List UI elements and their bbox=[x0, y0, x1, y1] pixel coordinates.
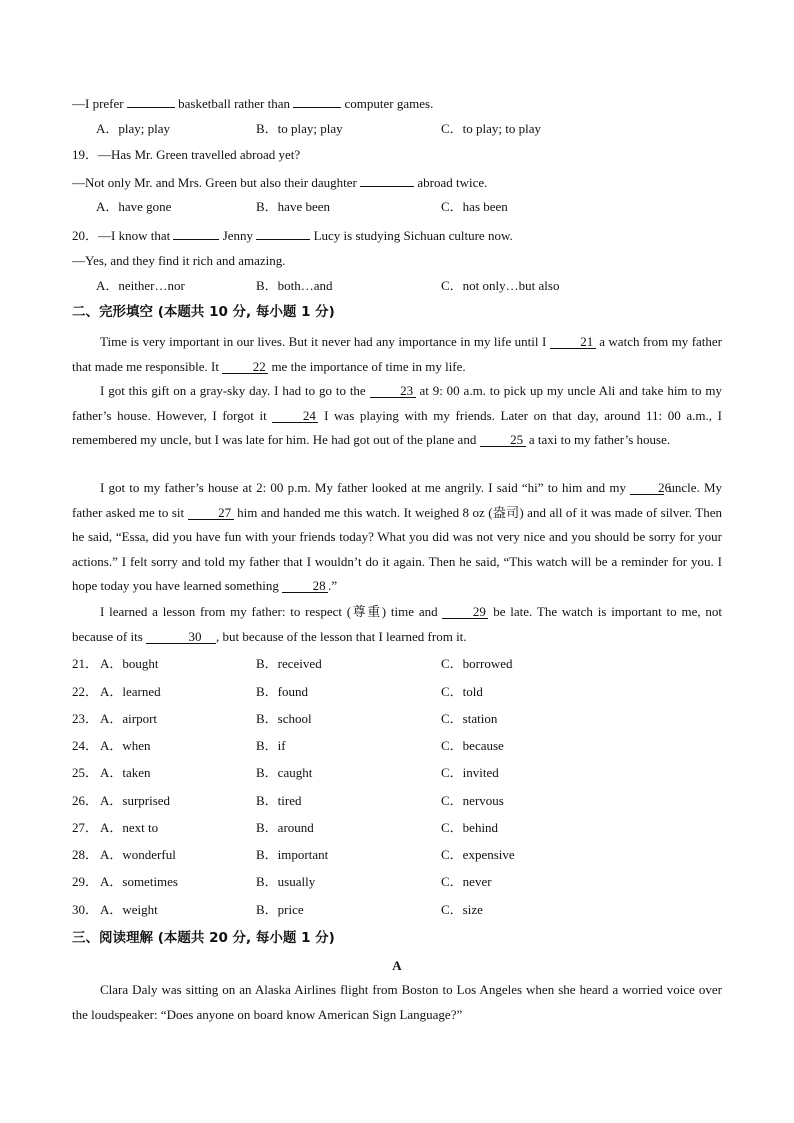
blank-28: 28 bbox=[282, 579, 328, 593]
option-a: A．sometimes bbox=[100, 874, 178, 889]
question-number: 24． bbox=[72, 738, 99, 753]
q20-blank-2 bbox=[256, 227, 310, 240]
p4-text-2: be late. The watch is important to me, not because of its bbox=[72, 604, 723, 644]
blank-27: 27 bbox=[188, 506, 234, 520]
option-a: A．surprised bbox=[100, 793, 171, 808]
option-b: B．around bbox=[256, 820, 314, 835]
passage-label: A bbox=[392, 958, 402, 973]
p4-text-3: , but because of the lesson that I learned from it. bbox=[216, 628, 467, 644]
p3-text-1: I got to my father’s house at 2: 00 p.m. My father looked at me angrily. I said “hi” to him and my bbox=[100, 480, 626, 495]
option-c: C．never bbox=[441, 874, 492, 889]
option-a: A．bought bbox=[100, 656, 159, 671]
blank-29: 29 bbox=[442, 605, 488, 619]
q19-line2 bbox=[72, 174, 487, 191]
question-number: 25． bbox=[72, 765, 99, 780]
p4-text-1: I learned a lesson from my father: to respect (尊重) time and bbox=[100, 604, 438, 619]
blank-30: 30 bbox=[146, 630, 216, 644]
option-a: A．when bbox=[100, 738, 151, 753]
q20-option-b: B．both…and bbox=[256, 278, 333, 293]
option-b: B．price bbox=[256, 902, 304, 917]
question-number: 29． bbox=[72, 874, 99, 889]
p3-text-3: him and handed me this watch. It weighed 8 oz (盎司) and all of it was made of silver. Then he said, “Essa, did you have fun with your friends today? What you did was not very nice and you should be sorry for your actions.” I felt sorry and told my father that I wouldn’t do it again. Then he said, “This watch will be a reminder for you. I hope today you have learned something bbox=[72, 504, 723, 593]
cloze-paragraph-4 bbox=[72, 600, 722, 649]
p2-text-3: I was playing with my friends. Later on that day, around 11: 00 a.m., I remembered my uncle, but I was late for him. He had got out of the plane and bbox=[72, 407, 723, 447]
p1-text-2: a watch from my father that made me responsible. It bbox=[72, 334, 723, 374]
cloze-paragraph-3 bbox=[72, 476, 722, 599]
cloze-paragraph-1 bbox=[72, 330, 722, 379]
blank-21: 21 bbox=[550, 335, 596, 349]
option-b: B．received bbox=[256, 656, 322, 671]
option-c: C．borrowed bbox=[441, 656, 513, 671]
q20-option-a: A．neither…nor bbox=[96, 278, 185, 293]
q18-text-b: basketball rather than bbox=[178, 96, 291, 111]
q19-option-c: C．has been bbox=[441, 199, 508, 214]
q18-text-c: computer games. bbox=[344, 96, 434, 111]
q20-line2: —Yes, and they find it rich and amazing. bbox=[72, 253, 286, 268]
option-c: C．expensive bbox=[441, 847, 515, 862]
q20-stem bbox=[72, 227, 513, 244]
q19-option-a: A．have gone bbox=[96, 199, 172, 214]
q20-text-c: Lucy is studying Sichuan culture now. bbox=[313, 228, 513, 243]
q19-option-b: B．have been bbox=[256, 199, 331, 214]
blank-22: 22 bbox=[222, 360, 268, 374]
question-number: 26． bbox=[72, 793, 99, 808]
option-b: B．found bbox=[256, 684, 309, 699]
option-a: A．airport bbox=[100, 711, 158, 726]
p2-text-1: I got this gift on a gray-sky day. I had to go to the bbox=[100, 383, 366, 398]
question-number: 21． bbox=[72, 656, 99, 671]
q18-blank-2 bbox=[293, 95, 341, 108]
option-c: C．told bbox=[441, 684, 483, 699]
q20-text-a: 20．—I know that bbox=[72, 228, 171, 243]
option-b: B．tired bbox=[256, 793, 302, 808]
question-number: 28． bbox=[72, 847, 99, 862]
option-c: C．because bbox=[441, 738, 504, 753]
q18-option-a: A．play; play bbox=[96, 121, 171, 136]
p3-text-4: .” bbox=[328, 578, 338, 593]
option-b: B．school bbox=[256, 711, 312, 726]
p2-text-2: at 9: 00 a.m. to pick up my uncle Ali and take him to my father’s house. However, I forgot it bbox=[72, 383, 723, 423]
blank-25: 25 bbox=[480, 433, 526, 447]
option-c: C．nervous bbox=[441, 793, 504, 808]
cloze-paragraph-2 bbox=[72, 379, 722, 453]
q18-option-b: B．to play; play bbox=[256, 121, 343, 136]
p3-text-2: uncle. My father asked me to sit bbox=[72, 480, 723, 520]
q18-text-a: —I prefer bbox=[72, 96, 124, 111]
option-a: A．wonderful bbox=[100, 847, 176, 862]
blank-24: 24 bbox=[272, 409, 318, 423]
q20-option-c: C．not only…but also bbox=[441, 278, 560, 293]
question-number: 27． bbox=[72, 820, 99, 835]
option-b: B．important bbox=[256, 847, 329, 862]
option-b: B．usually bbox=[256, 874, 316, 889]
question-number: 30． bbox=[72, 902, 99, 917]
section3-heading: 三、阅读理解 (本题共 20 分, 每小题 1 分) bbox=[72, 930, 335, 946]
option-a: A．next to bbox=[100, 820, 159, 835]
p1-text-1: Time is very important in our lives. But it never had any importance in my life until I bbox=[100, 334, 547, 349]
reading-paragraph-1: Clara Daly was sitting on an Alaska Airlines flight from Boston to Los Angeles when she heard a worried voice over the loudspeaker: “Does anyone on board know American Sign Language?” bbox=[72, 982, 722, 1022]
p1-text-3: me the importance of time in my life. bbox=[271, 358, 466, 374]
option-a: A．weight bbox=[100, 902, 158, 917]
q19-stem: 19．—Has Mr. Green travelled abroad yet? bbox=[72, 147, 301, 162]
option-a: A．taken bbox=[100, 765, 151, 780]
option-c: C．invited bbox=[441, 765, 499, 780]
q18-option-c: C．to play; to play bbox=[441, 121, 542, 136]
option-b: B．caught bbox=[256, 765, 313, 780]
blank-26: 26 bbox=[630, 481, 664, 495]
question-number: 23． bbox=[72, 711, 99, 726]
q19-blank bbox=[360, 174, 414, 187]
q18-stem bbox=[72, 95, 433, 112]
option-c: C．behind bbox=[441, 820, 499, 835]
q18-blank-1 bbox=[127, 95, 175, 108]
q19-text-b: abroad twice. bbox=[417, 175, 488, 190]
question-number: 22． bbox=[72, 684, 99, 699]
q20-text-b: Jenny bbox=[222, 228, 254, 243]
q19-text-a: —Not only Mr. and Mrs. Green but also their daughter bbox=[72, 175, 357, 190]
p2-text-4: a taxi to my father’s house. bbox=[528, 432, 671, 447]
section2-heading: 二、完形填空 (本题共 10 分, 每小题 1 分) bbox=[72, 304, 335, 320]
option-c: C．station bbox=[441, 711, 498, 726]
blank-23: 23 bbox=[370, 384, 416, 398]
option-c: C．size bbox=[441, 902, 483, 917]
option-b: B．if bbox=[256, 738, 286, 753]
q20-blank-1 bbox=[173, 227, 219, 240]
option-a: A．learned bbox=[100, 684, 161, 699]
